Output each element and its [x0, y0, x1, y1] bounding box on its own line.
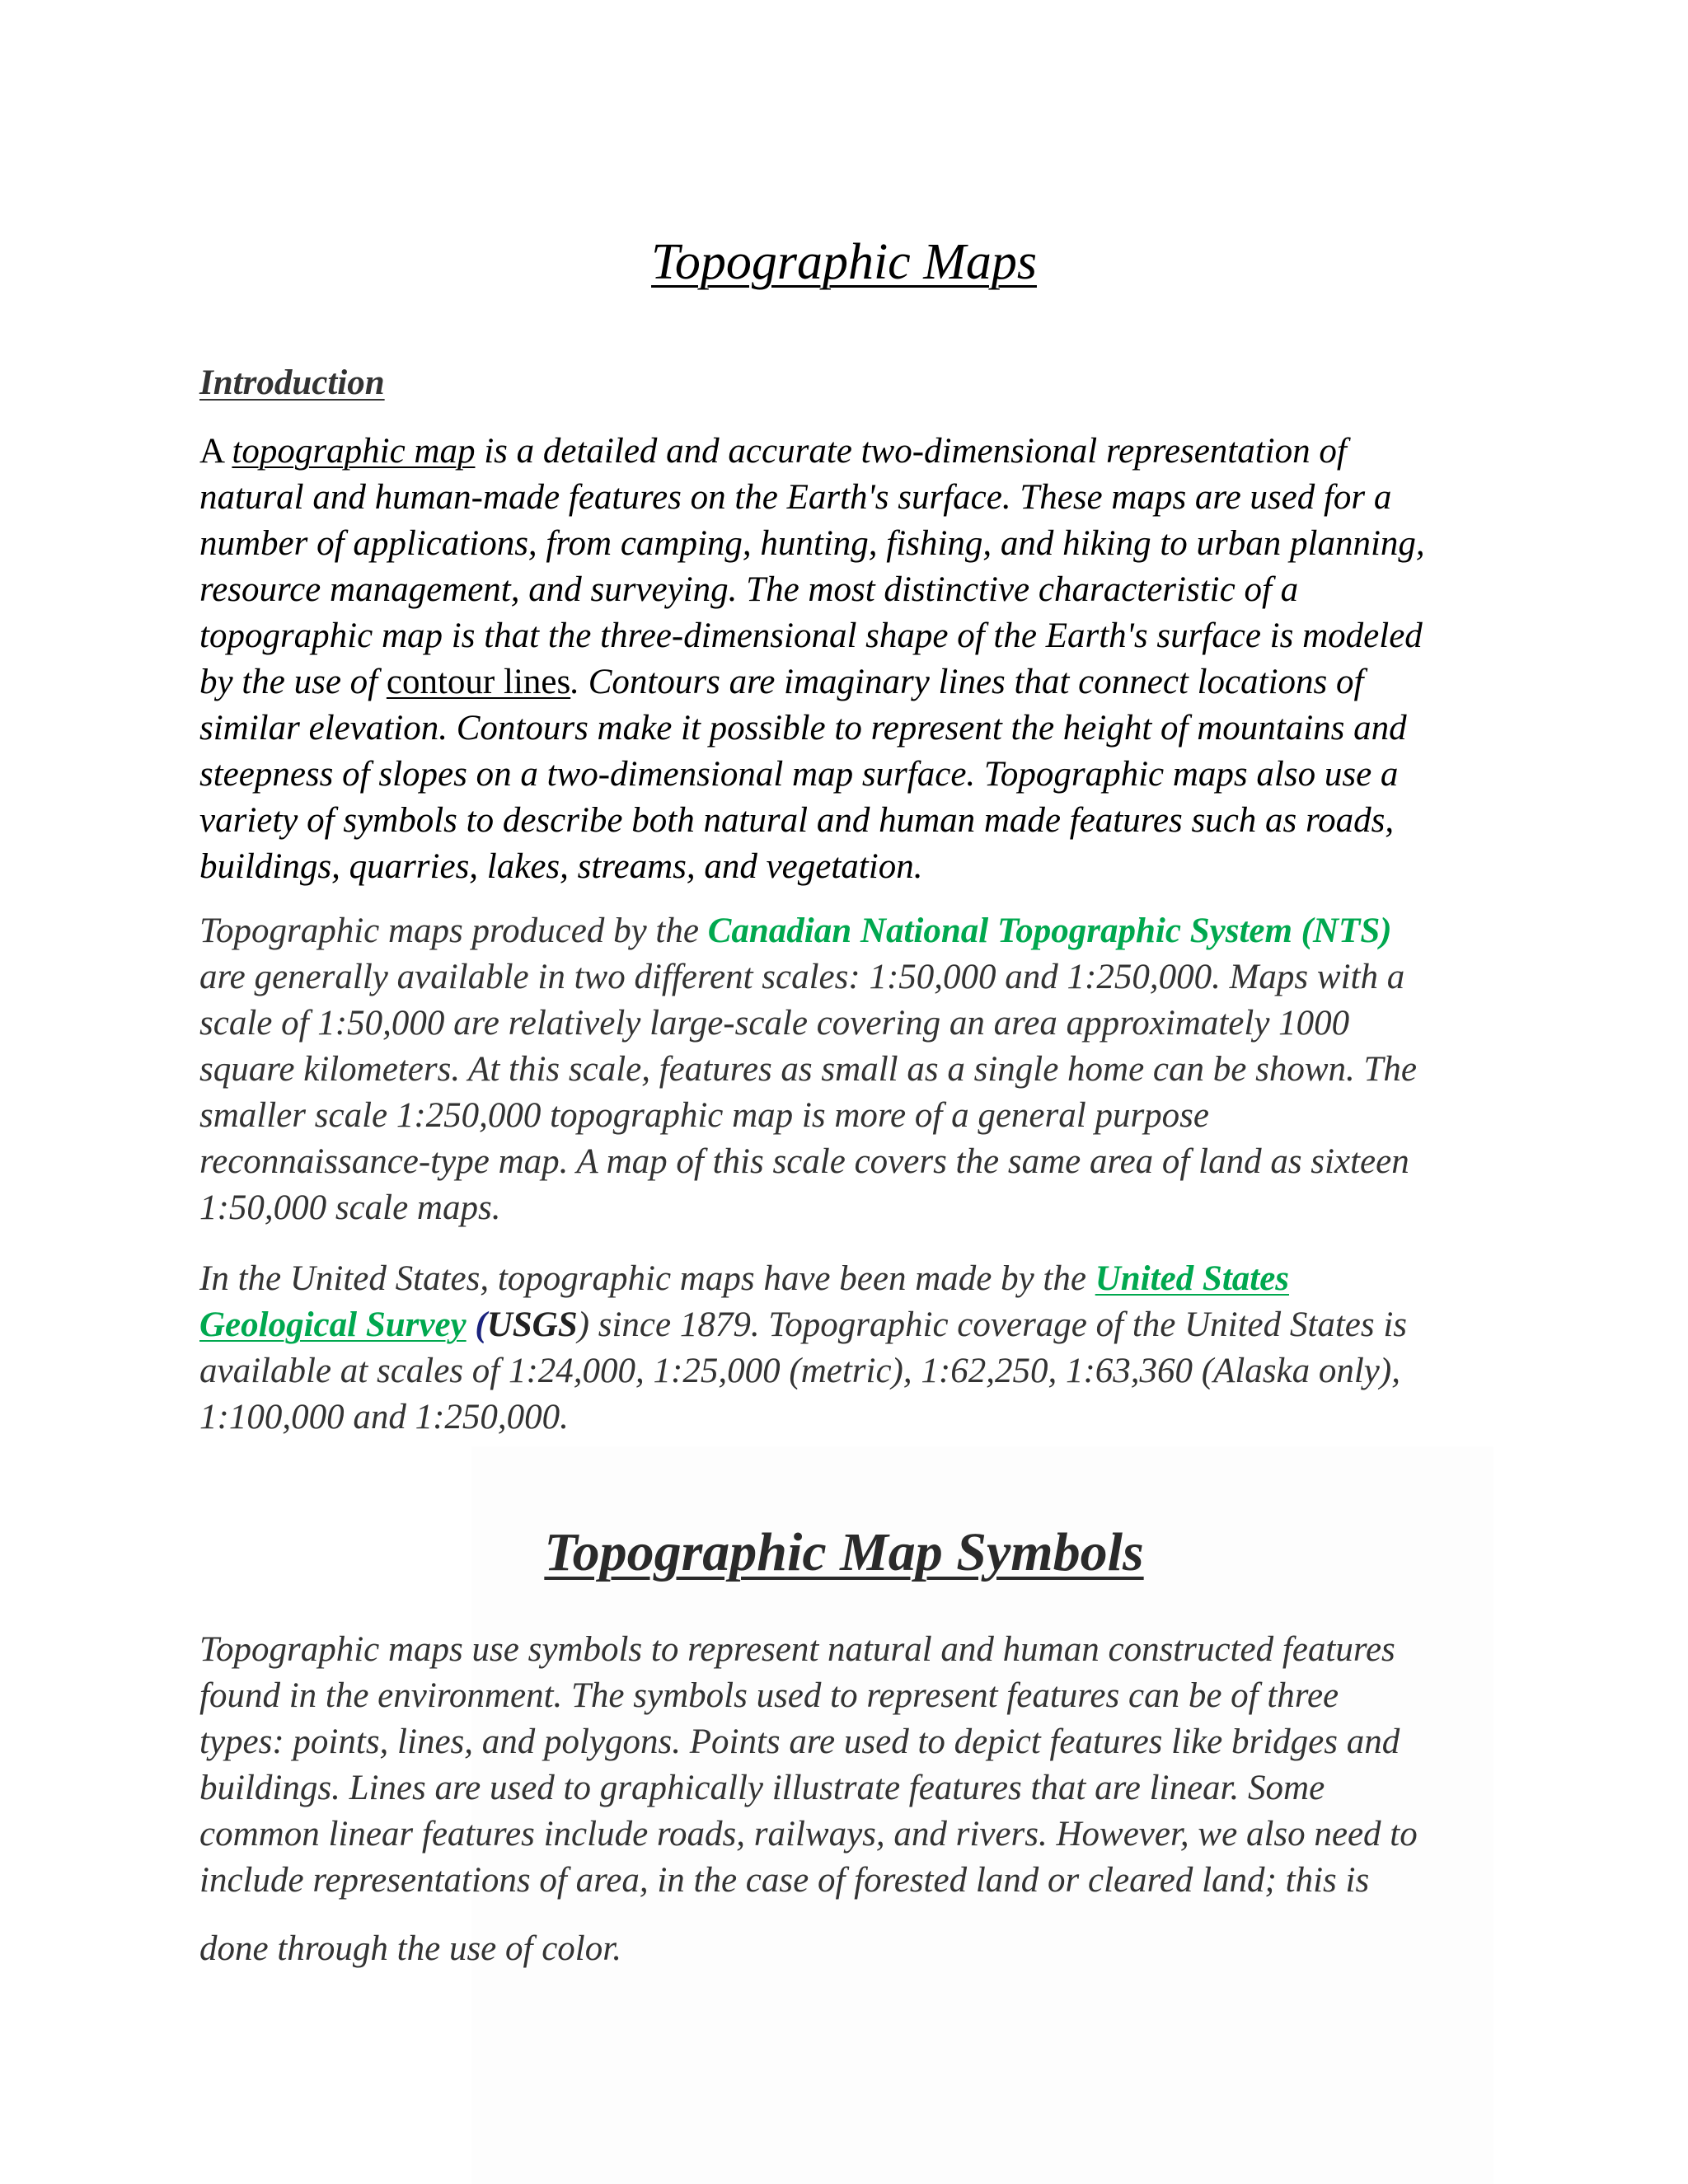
text-run: . Contours are imaginary lines that connect locations of — [570, 663, 1364, 701]
text-line: natural and human-made features on the Earth's surface. These maps are used for a — [199, 478, 1392, 517]
text-run: is a detailed and accurate two-dimensional representation of — [475, 432, 1347, 471]
text-line: 1:50,000 scale maps. — [199, 1188, 501, 1227]
text-line: are generally available in two different scales: 1:50,000 and 1:250,000. Maps with a — [199, 958, 1405, 996]
topographic-map-link[interactable]: topographic map — [232, 432, 476, 471]
text-line: available at scales of 1:24,000, 1:25,000 (metric), 1:62,250, 1:63,360 (Alaska only), — [199, 1352, 1400, 1390]
text-line: buildings, quarries, lakes, streams, and vegetation. — [199, 847, 923, 886]
text-line: reconnaissance-type map. A map of this scale covers the same area of land as sixteen — [199, 1142, 1409, 1181]
usgs-paragraph — [199, 1256, 1518, 1441]
text-line: common linear features include roads, railways, and rivers. However, we also need to — [199, 1815, 1418, 1854]
page-title: Topographic Maps — [651, 234, 1037, 290]
text-line: Topographic maps use symbols to represent natural and human constructed features — [199, 1630, 1395, 1669]
text-line: 1:100,000 and 1:250,000. — [199, 1398, 569, 1436]
text-line — [199, 429, 1518, 475]
usgs-open-paren: ( — [466, 1305, 487, 1344]
symbols-paragraph — [199, 1627, 1518, 1972]
text-run: Topographic maps produced by the — [199, 912, 708, 950]
text-line: similar elevation. Contours make it possible to represent the height of mountains and — [199, 709, 1407, 748]
introduction-heading: Introduction — [199, 363, 385, 402]
section-heading: Topographic Map Symbols — [544, 1522, 1144, 1582]
text-line: number of applications, from camping, hunting, fishing, and hiking to urban planning, — [199, 524, 1425, 563]
text-run: by the use of — [199, 663, 387, 701]
text-run: ) since 1879. Topographic coverage of the United States is — [577, 1305, 1408, 1344]
text-line: variety of symbols to describe both natural and human made features such as roads, — [199, 801, 1395, 840]
text-line: buildings. Lines are used to graphically illustrate features that are linear. Some — [199, 1769, 1325, 1807]
text-line: topographic map is that the three-dimensional shape of the Earth's surface is modeled — [199, 616, 1423, 655]
text-line: smaller scale 1:250,000 topographic map is more of a general purpose — [199, 1096, 1209, 1135]
text-run: A — [199, 432, 232, 471]
nts-link[interactable]: Canadian National Topographic System (NTS) — [707, 912, 1392, 950]
text-line — [199, 1302, 1518, 1348]
usgs-link-part2[interactable]: Geological Survey — [199, 1305, 467, 1344]
text-line — [199, 908, 1518, 954]
text-line: found in the environment. The symbols used to represent features can be of three — [199, 1676, 1339, 1715]
contour-lines-link[interactable]: contour lines — [386, 663, 571, 701]
text-line — [199, 659, 1518, 705]
text-line: steepness of slopes on a two-dimensional map surface. Topographic maps also use a — [199, 755, 1399, 794]
text-line: done through the use of color. — [199, 1929, 621, 1968]
text-line — [199, 1256, 1518, 1302]
text-line: types: points, lines, and polygons. Points are used to depict features like bridges and — [199, 1722, 1400, 1761]
canada-nts-paragraph — [199, 908, 1518, 1231]
text-run: In the United States, topographic maps have been made by the — [199, 1259, 1095, 1298]
text-line: square kilometers. At this scale, features as small as a single home can be shown. The — [199, 1050, 1418, 1089]
usgs-abbreviation: USGS — [486, 1305, 578, 1344]
usgs-link-part1[interactable]: United States — [1095, 1259, 1290, 1298]
text-line: scale of 1:50,000 are relatively large-scale covering an area approximately 1000 — [199, 1004, 1350, 1043]
text-line: resource management, and surveying. The most distinctive characteristic of a — [199, 570, 1299, 609]
introduction-paragraph — [199, 429, 1518, 890]
text-line: include representations of area, in the case of forested land or cleared land; this is — [199, 1861, 1370, 1900]
